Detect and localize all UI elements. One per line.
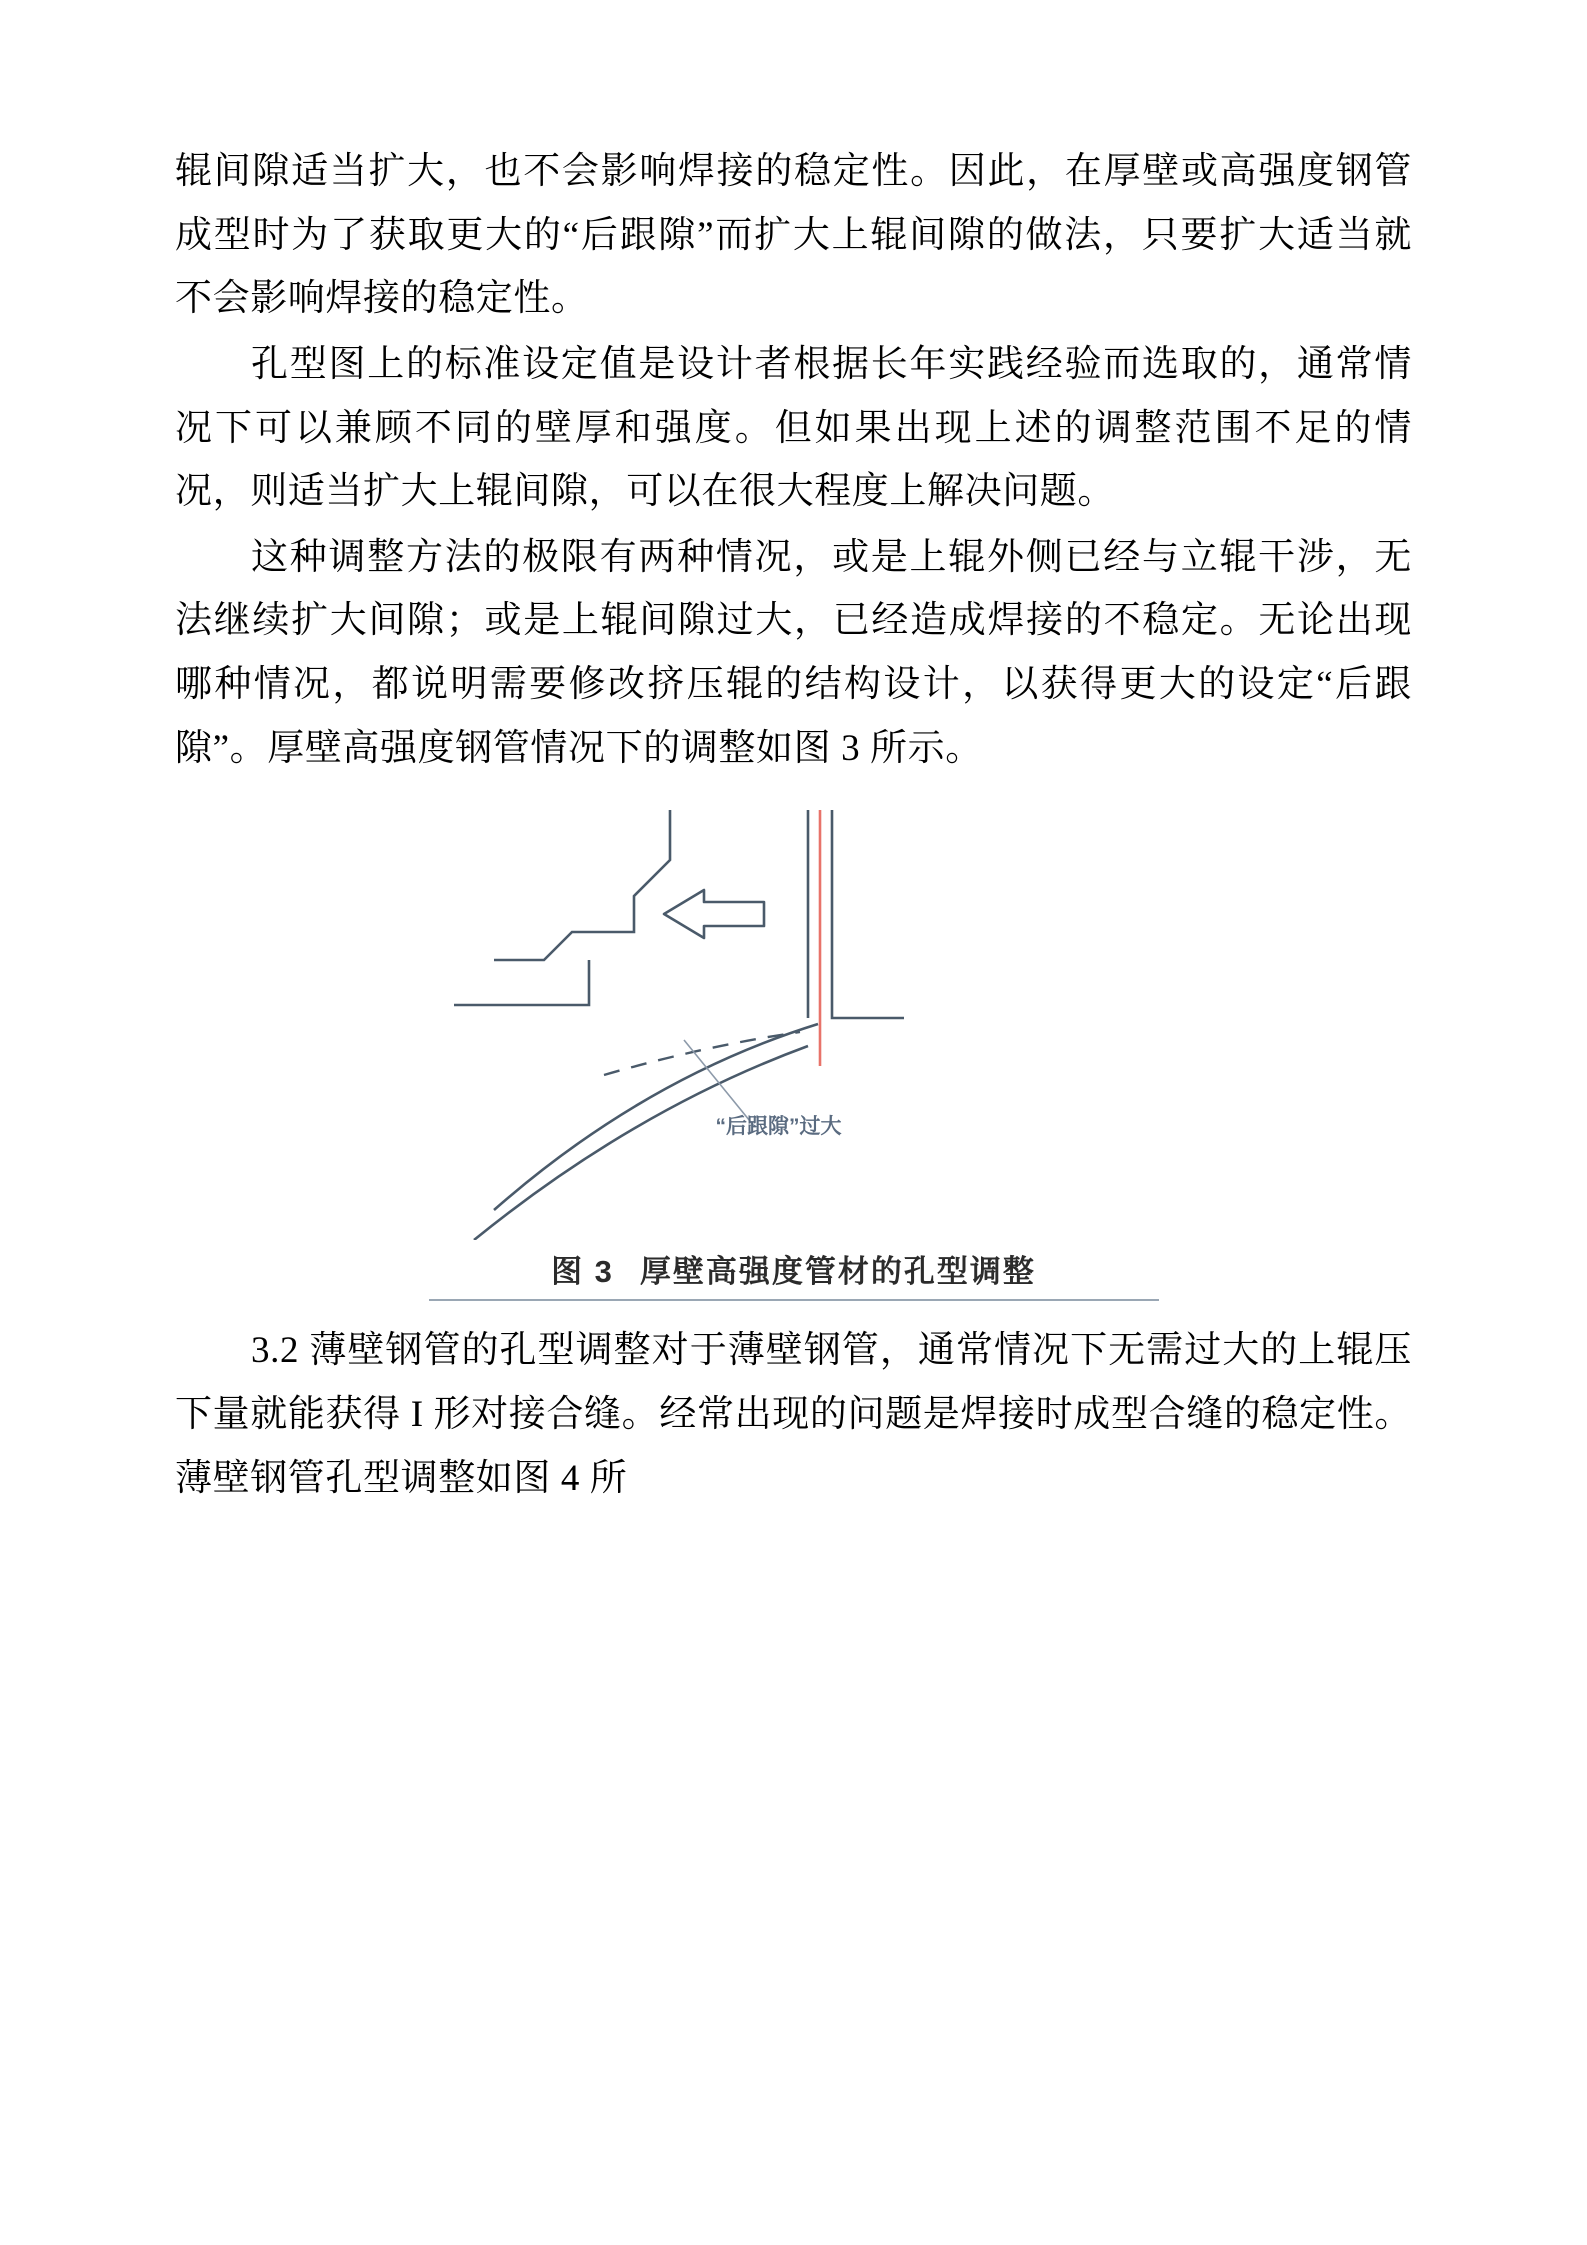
figure-3-rule [429, 1299, 1159, 1301]
paragraph-1: 辊间隙适当扩大，也不会影响焊接的稳定性。因此，在厚壁或高强度钢管成型时为了获取更大的“后跟隙”而扩大上辊间隙的做法，只要扩大适当就不会影响焊接的稳定性。 [175, 151, 1412, 320]
upper-roll-profile-left [494, 810, 670, 960]
squeeze-roll-right-outer [832, 810, 904, 1018]
roll-shelf-line [454, 960, 589, 1005]
figure-annotation-back-gap: “后跟隙”过大 [715, 1115, 842, 1139]
figure-3-caption [551, 1246, 1036, 1291]
roll-pass-diagram [434, 810, 1154, 1240]
direction-arrow-left-icon [664, 890, 764, 938]
figure-3-caption-title: 厚壁高强度管材的孔型调整 [639, 1254, 1036, 1290]
figure-3-drawing [434, 810, 1154, 1240]
figure-3 [175, 810, 1412, 1301]
paragraph-4: 3.2 薄壁钢管的孔型调整对于薄壁钢管，通常情况下无需过大的上辊压下量就能获得 I 形对接合缝。经常出现的问题是焊接时成型合缝的稳定性。薄壁钢管孔型调整如图 4 所 [175, 1330, 1412, 1499]
paragraph-3: 这种调整方法的极限有两种情况，或是上辊外侧已经与立辊干涉，无法继续扩大间隙；或是上辊间隙过大，已经造成焊接的不稳定。无论出现哪种情况，都说明需要修改挤压辊的结构设计，以获得更大的设定“后跟隙”。厚壁高强度钢管情况下的调整如图 3 所示。 [175, 536, 1412, 769]
paragraph-2: 孔型图上的标准设定值是设计者根据长年实践经验而选取的，通常情况下可以兼顾不同的壁厚和强度。但如果出现上述的调整范围不足的情况，则适当扩大上辊间隙，可以在很大程度上解决问题。 [175, 343, 1412, 513]
figure-3-caption-number: 图 3 [551, 1254, 614, 1290]
tube-inner-arc [474, 1046, 808, 1240]
